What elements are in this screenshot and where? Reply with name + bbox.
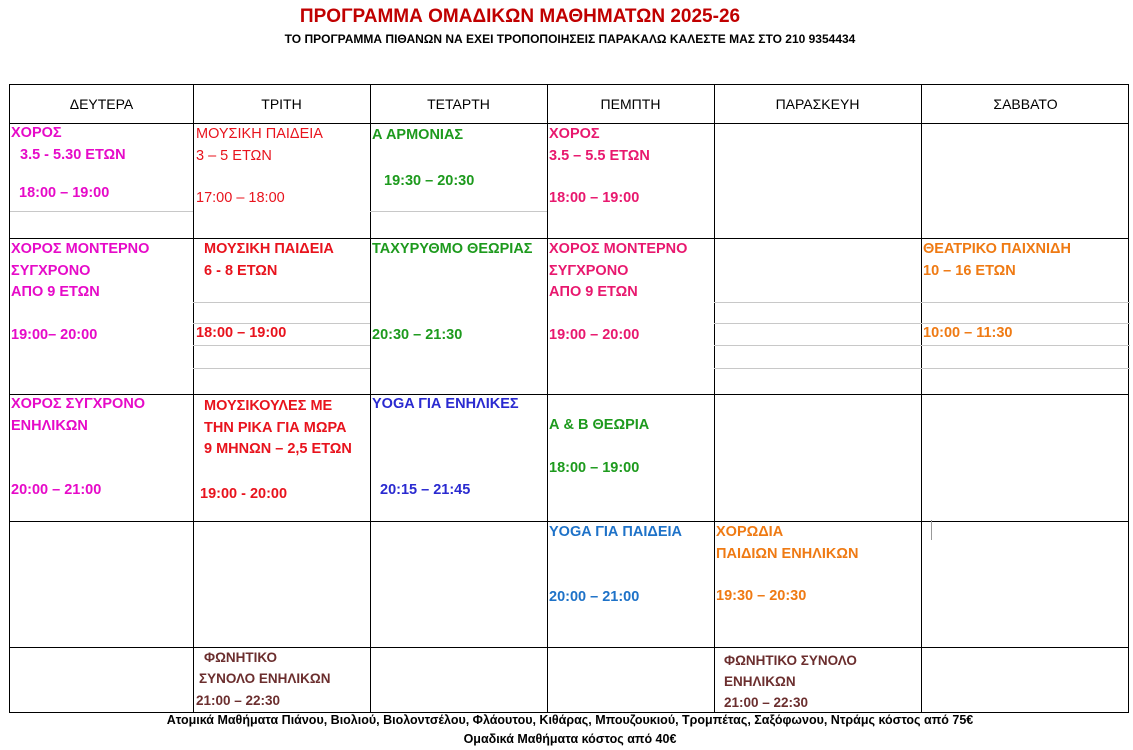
page-subtitle: ΤΟ ΠΡΟΓΡΑΜΜΑ ΠΙΘΑΝΩΝ ΝΑ ΕΧΕΙ ΤΡΟΠΟΠΟΙΗΣΕΙΣ ΠΑΡΑΚΑΛΩ ΚΑΛΕΣΤΕ ΜΑΣ ΣΤΟ 210 9354434 xyxy=(284,32,856,46)
class-age: ΑΠΟ 9 ΕΤΩΝ xyxy=(549,284,638,300)
class-time: 18:00 – 19:00 xyxy=(549,190,640,206)
class-age: ΕΝΗΛΙΚΩΝ xyxy=(11,417,88,434)
footer-group-lessons: Ομαδικά Μαθήματα κόστος από 40€ xyxy=(463,732,677,746)
class-wed-yoga-adults xyxy=(372,394,519,501)
day-header-tuesday: ΤΡΙΤΗ xyxy=(261,96,302,112)
class-title: ΧΟΡΟΣ ΜΟΝΤΕΡΝΟ xyxy=(11,241,150,257)
class-time: 20:15 – 21:45 xyxy=(380,481,471,498)
class-title-2: ΣΥΓΧΡΟΝΟ xyxy=(549,262,629,279)
class-tue-music-3-5 xyxy=(196,123,323,210)
class-title: ΧΟΡΟΣ xyxy=(549,126,600,142)
class-time: 17:00 – 18:00 xyxy=(196,190,285,206)
class-wed-harmony xyxy=(372,125,474,192)
class-age: ΑΠΟ 9 ΕΤΩΝ xyxy=(11,284,100,300)
class-title: ΜΟΥΣΙΚΗ ΠΑΙΔΕΙΑ xyxy=(196,126,323,142)
class-mon-contemporary-adults xyxy=(11,394,145,502)
column-divider xyxy=(714,85,715,712)
column-divider xyxy=(921,85,922,712)
class-title: Α ΑΡΜΟΝΙΑΣ xyxy=(372,127,464,143)
class-time: 18:00 – 19:00 xyxy=(19,185,110,201)
row-divider xyxy=(10,647,1128,648)
inner-line xyxy=(714,345,1130,346)
day-header-thursday: ΠΕΜΠΤΗ xyxy=(600,96,661,112)
class-title-2: ΣΥΓΧΡΟΝΟ xyxy=(11,262,91,279)
class-time: 18:00 – 19:00 xyxy=(549,459,640,476)
class-wed-theory-fast xyxy=(372,239,533,346)
class-fri-vocal-ensemble xyxy=(724,651,857,714)
class-mon-dance-kids xyxy=(11,123,126,205)
class-title: ΦΩΝΗΤΙΚΟ ΣΥΝΟΛΟ xyxy=(724,653,857,668)
class-title: ΜΟΥΣΙΚΟΥΛΕΣ ΜΕ xyxy=(204,398,333,414)
class-title: ΧΟΡΟΣ xyxy=(11,125,62,141)
class-age: 9 ΜΗΝΩΝ – 2,5 ΕΤΩΝ xyxy=(204,441,352,457)
class-age: 3.5 - 5.30 ΕΤΩΝ xyxy=(20,146,126,163)
inner-line xyxy=(10,211,193,212)
class-age: 3 – 5 ΕΤΩΝ xyxy=(196,147,272,164)
inner-line xyxy=(714,368,1130,369)
column-divider xyxy=(193,85,194,712)
day-header-friday: ΠΑΡΑΣΚΕΥΗ xyxy=(775,96,860,112)
class-tue-vocal-ensemble xyxy=(196,648,330,712)
class-title-2: ΕΝΗΛΙΚΩΝ xyxy=(724,673,796,689)
text-cursor xyxy=(931,520,932,540)
class-age: 10 – 16 ΕΤΩΝ xyxy=(923,262,1016,279)
class-title: ΜΟΥΣΙΚΗ ΠΑΙΔΕΙΑ xyxy=(204,241,334,257)
class-thu-modern-dance xyxy=(549,239,687,346)
class-age: 3.5 – 5.5 ΕΤΩΝ xyxy=(549,147,650,164)
page-title: ΠΡΟΓΡΑΜΜΑ ΟΜΑΔΙΚΩΝ ΜΑΘΗΜΑΤΩΝ 2025-26 xyxy=(299,6,741,27)
column-divider xyxy=(370,85,371,712)
row-divider xyxy=(10,394,1128,395)
class-age: 6 - 8 ΕΤΩΝ xyxy=(204,262,278,279)
class-thu-yoga-kids xyxy=(549,522,682,608)
class-time: 20:00 – 21:00 xyxy=(11,482,102,498)
class-title: YOGA ΓΙΑ ΕΝΗΛΙΚΕΣ xyxy=(372,396,519,412)
class-time: 19:00 – 20:00 xyxy=(549,326,640,343)
class-age: ΠΑΙΔΙΩΝ ΕΝΗΛΙΚΩΝ xyxy=(716,545,859,562)
class-time: 19:00 - 20:00 xyxy=(200,485,288,502)
class-title: YOGA ΓΙΑ ΠΑΙΔΕΙΑ xyxy=(549,524,682,540)
day-header-saturday: ΣΑΒΒΑΤΟ xyxy=(993,96,1058,112)
day-header-monday: ΔΕΥΤΕΡΑ xyxy=(69,96,134,112)
inner-line xyxy=(714,302,921,303)
class-title: ΧΟΡΟΣ ΣΥΓΧΡΟΝΟ xyxy=(11,396,146,412)
class-title: ΧΟΡΩΔΙΑ xyxy=(716,524,784,540)
class-title: ΤΑΧΥΡΥΘΜΟ ΘΕΩΡΙΑΣ xyxy=(372,241,533,257)
schedule-table xyxy=(9,84,1129,713)
class-fri-choir xyxy=(716,522,858,608)
class-sat-theatre xyxy=(923,239,1071,345)
class-title-2: ΣΥΝΟΛΟ ΕΝΗΛΙΚΩΝ xyxy=(199,670,331,686)
class-thu-dance-kids xyxy=(549,123,650,210)
footer-individual-lessons: Ατομικά Μαθήματα Πιάνου, Βιολιού, Βιολοντσέλου, Φλάουτου, Κιθάρας, Μπουζουκιού, Τρομπέτας, Σαξόφωνου, Ντράμς κόστος από 75€ xyxy=(166,713,974,727)
class-time: 21:00 – 22:30 xyxy=(724,695,809,710)
class-title: ΧΟΡΟΣ ΜΟΝΤΕΡΝΟ xyxy=(549,241,688,257)
class-mon-modern-dance xyxy=(11,239,149,346)
class-title: Α & Β ΘΕΩΡΙΑ xyxy=(549,417,650,433)
class-time: 19:30 – 20:30 xyxy=(716,588,807,604)
day-header-wednesday: ΤΕΤΑΡΤΗ xyxy=(427,96,490,112)
class-time: 19:30 – 20:30 xyxy=(384,172,475,189)
class-tue-baby-music xyxy=(200,396,352,505)
column-divider xyxy=(547,85,548,712)
class-tue-music-6-8 xyxy=(196,239,334,345)
class-time: 21:00 – 22:30 xyxy=(196,693,281,708)
inner-line xyxy=(193,368,370,369)
class-title-2: ΤΗΝ ΡΙΚΑ ΓΙΑ ΜΩΡΑ xyxy=(204,419,347,436)
class-time: 20:30 – 21:30 xyxy=(372,326,463,343)
class-title: ΦΩΝΗΤΙΚΟ xyxy=(204,650,278,665)
inner-line xyxy=(193,345,370,346)
class-time: 19:00– 20:00 xyxy=(11,326,98,343)
class-title: ΘΕΑΤΡΙΚΟ ΠΑΙΧΝΙΔΗ xyxy=(923,241,1071,257)
class-thu-theory-ab xyxy=(549,415,649,479)
class-time: 10:00 – 11:30 xyxy=(923,325,1013,341)
class-time: 20:00 – 21:00 xyxy=(549,588,640,605)
inner-line xyxy=(370,211,547,212)
class-time: 18:00 – 19:00 xyxy=(196,325,287,341)
